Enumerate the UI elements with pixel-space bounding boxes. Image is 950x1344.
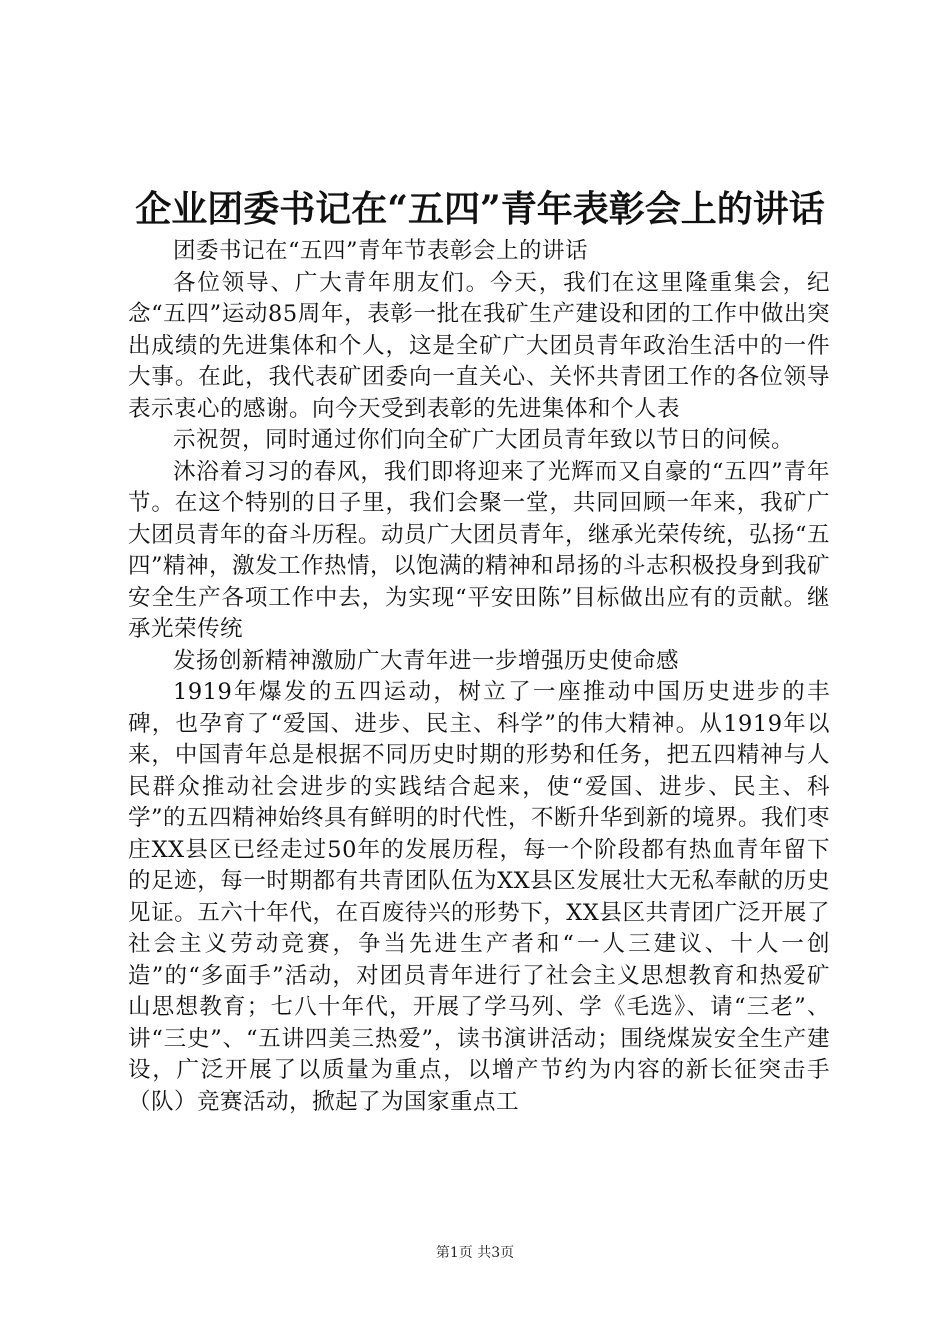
paragraph: 1919年爆发的五四运动，树立了一座推动中国历史进步的丰碑，也孕育了“爱国、进步、民主、科学”的伟大精神。从1919年以来，中国青年总是根据不同历史时期的形势和任务，把五四精神与人民群众推动社会进步的实践结合起来，使“爱国、进步、民主、科学”的五四精神始终具有鲜明的时代性，不断升华到新的境界。我们枣庄XX县区已经走过50年的发展历程，每一个阶段都有热血青年留下的足迹，每一时期都有共青团队伍为XX县区发展壮大无私奉献的历史见证。五六十年代，在百废待兴的形势下，XX县区共青团广泛开展了社会主义劳动竞赛，争当先进生产者和“一人三建议、十人一创造”的“多面手”活动，对团员青年进行了社会主义思想教育和热爱矿山思想教育；七八十年代，开展了学马列、学《毛选》、请“三老”、讲“三史”、“五讲四美三热爱”，读书演讲活动；围绕煤炭安全生产建设，广泛开展了以质量为重点，以增产节约为内容的新长征突击手（队）竞赛活动，掀起了为国家重点工 bbox=[128, 679, 831, 1115]
page-number-footer: 第1页 共3页 bbox=[435, 1245, 515, 1261]
document-title: 企业团委书记在“五四”青年表彰会上的讲话 bbox=[135, 188, 825, 230]
paragraph: 各位领导、广大青年朋友们。今天，我们在这里隆重集会，纪念“五四”运动85周年，表彰一批在我矿生产建设和团的工作中做出突出成绩的先进集体和个人，这是全矿广大团员青年政治生活中的一件大事。在此，我代表矿团委向一直关心、关怀共青团工作的各位领导表示衷心的感谢。向今天受到表彰的先进集体和个人表 bbox=[128, 269, 830, 422]
document-body bbox=[128, 236, 830, 1118]
paragraph-subtitle: 团委书记在“五四”青年节表彰会上的讲话 bbox=[173, 238, 589, 264]
paragraph: 沐浴着习习的春风，我们即将迎来了光辉而又自豪的“五四”青年节。在这个特别的日子里，我们会聚一堂，共同回顾一年来，我矿广大团员青年的奋斗历程。动员广大团员青年，继承光荣传统，弘扬“五四”精神，激发工作热情，以饱满的精神和昂扬的斗志积极投身到我矿安全生产各项工作中去，为实现“平安田陈”目标做出应有的贡献。继承光荣传统 bbox=[128, 458, 831, 642]
paragraph-heading: 发扬创新精神激励广大青年进一步增强历史使命感 bbox=[173, 647, 680, 674]
paragraph: 示祝贺，同时通过你们向全矿广大团员青年致以节日的问候。 bbox=[173, 427, 795, 453]
